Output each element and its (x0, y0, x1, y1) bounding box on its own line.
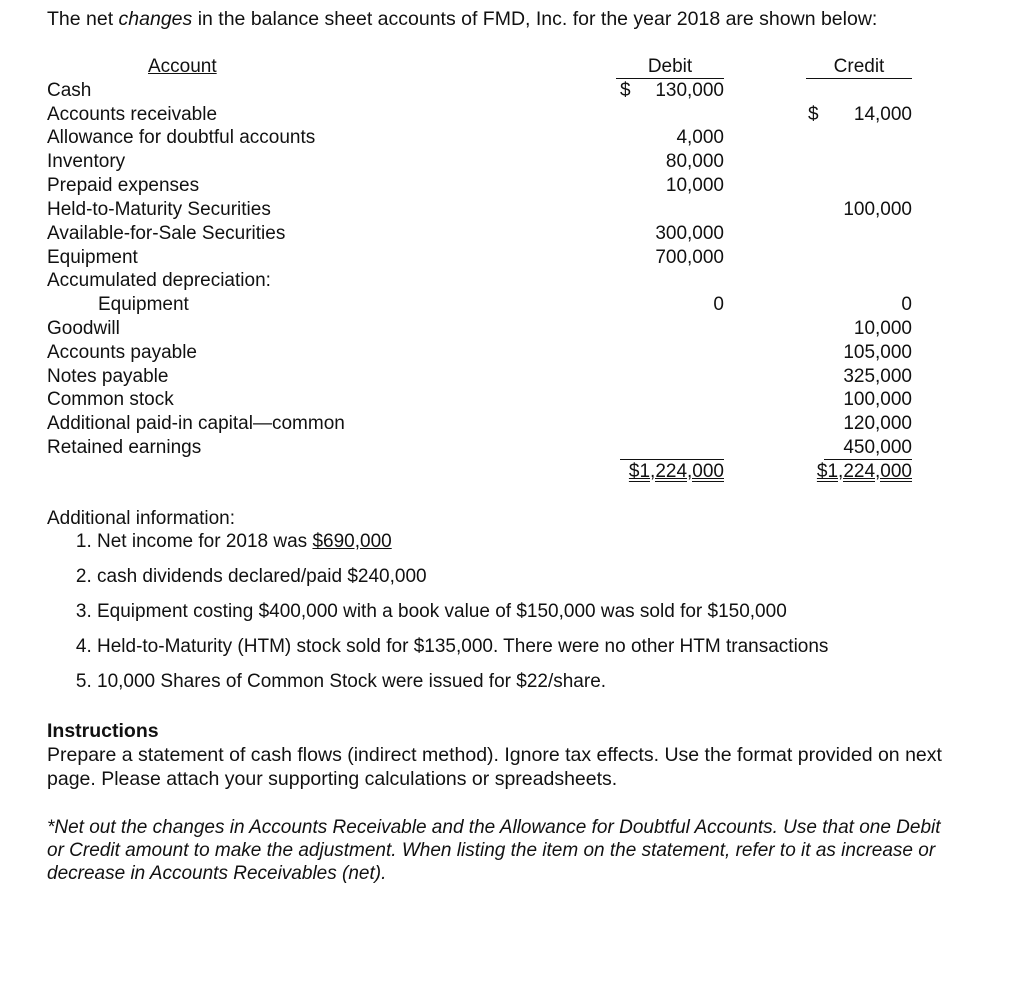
debit-total-rule (620, 459, 724, 460)
account-label: Prepaid expenses (47, 175, 200, 196)
list-item (97, 530, 1024, 565)
credit-value: 14,000 (853, 104, 912, 125)
account-label: Held-to-Maturity Securities (47, 199, 271, 220)
debit-value: 0 (713, 294, 724, 315)
debit-value: 300,000 (655, 223, 724, 244)
account-label: Common stock (47, 389, 174, 410)
list-item (97, 635, 1024, 670)
account-label: Additional paid-in capital—common (47, 413, 345, 434)
intro-emphasis: changes (118, 8, 193, 30)
instructions-note: *Net out the changes in Accounts Receivable and the Allowance for Doubtful Accounts. Use that one Debit or Credit amount to make the adjustment. When listing the item on the statement, refer to it as increase or decrease in Accounts Receivables (net). (47, 817, 941, 884)
list-item-text: cash dividends declared/paid $240,000 (97, 566, 427, 587)
account-label: Allowance for doubtful accounts (47, 127, 316, 148)
intro-text (47, 8, 877, 31)
credit-value: 10,000 (853, 318, 912, 339)
header-credit: Credit (806, 56, 912, 79)
list-item (97, 670, 1024, 705)
header-debit: Debit (616, 56, 724, 79)
instructions-text: Prepare a statement of cash flows (indirect method). Ignore tax effects. Use the format provided on next page. Please attach your supporting calculations or spreadsheets. (47, 744, 942, 790)
additional-info-list (47, 530, 1024, 705)
account-label: Accounts payable (47, 342, 197, 363)
list-item-text: Held-to-Maturity (HTM) stock sold for $135,000. There were no other HTM transactions (97, 636, 829, 657)
list-item-text: Equipment costing $400,000 with a book value of $150,000 was sold for $150,000 (97, 601, 787, 622)
debit-total: $1,224,000 (628, 461, 724, 482)
debit-value: 4,000 (676, 127, 724, 148)
credit-value: 325,000 (843, 366, 912, 387)
intro-after: in the balance sheet accounts of FMD, Inc. for the year 2018 are shown below: (192, 8, 878, 30)
instructions-title: Instructions (47, 720, 159, 742)
credit-value: 450,000 (843, 437, 912, 458)
account-label: Equipment (47, 247, 138, 268)
account-label: Inventory (47, 151, 126, 172)
list-item-text: 10,000 Shares of Common Stock were issued for $22/share. (97, 671, 607, 692)
debit-dollar-sign: $ (620, 80, 631, 101)
credit-value: 100,000 (843, 199, 912, 220)
credit-total: $1,224,000 (816, 461, 912, 482)
account-label: Goodwill (47, 318, 120, 339)
debit-value: 130,000 (655, 80, 724, 101)
credit-total-rule (824, 459, 912, 460)
additional-info-title: Additional information: (47, 508, 235, 529)
account-label: Notes payable (47, 366, 169, 387)
credit-value: 105,000 (843, 342, 912, 363)
account-label: Accumulated depreciation: (47, 270, 271, 291)
credit-value: 100,000 (843, 389, 912, 410)
credit-dollar-sign: $ (808, 104, 819, 125)
header-account: Account (148, 56, 217, 77)
account-label: Cash (47, 80, 92, 101)
net-income-value: $690,000 (312, 531, 392, 552)
account-label: Retained earnings (47, 437, 202, 458)
list-item-text: Net income for 2018 was (97, 531, 313, 552)
intro-before: The net (47, 8, 119, 30)
account-label: Available-for-Sale Securities (47, 223, 286, 244)
debit-value: 700,000 (655, 247, 724, 268)
account-label: Equipment (98, 294, 189, 315)
list-item (97, 565, 1024, 600)
account-label: Accounts receivable (47, 104, 218, 125)
list-item (97, 600, 1024, 635)
debit-value: 80,000 (665, 151, 724, 172)
credit-value: 0 (901, 294, 912, 315)
debit-value: 10,000 (665, 175, 724, 196)
credit-value: 120,000 (843, 413, 912, 434)
